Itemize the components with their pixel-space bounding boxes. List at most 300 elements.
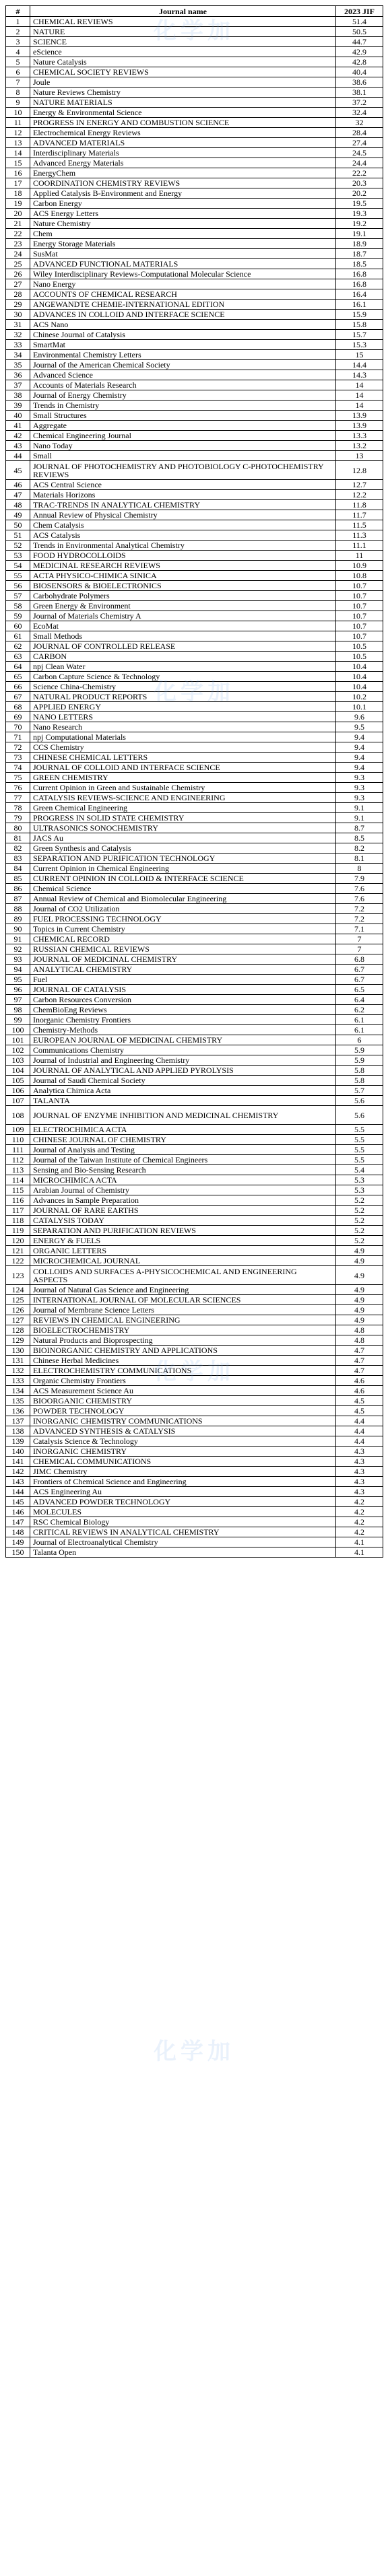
row-jif: 9.4 xyxy=(336,753,383,763)
row-rank: 29 xyxy=(6,300,30,310)
row-rank: 11 xyxy=(6,118,30,128)
row-journal-name: Journal of the American Chemical Society xyxy=(30,360,336,370)
row-journal-name: npj Clean Water xyxy=(30,662,336,672)
row-journal-name: SCIENCE xyxy=(30,37,336,47)
table-row xyxy=(6,47,383,57)
row-rank: 44 xyxy=(6,451,30,461)
row-journal-name: eScience xyxy=(30,47,336,57)
row-jif: 18.7 xyxy=(336,249,383,259)
table-row xyxy=(6,833,383,843)
row-journal-name: Annual Review of Physical Chemistry xyxy=(30,510,336,520)
row-journal-name: ENERGY & FUELS xyxy=(30,1236,336,1246)
row-rank: 46 xyxy=(6,480,30,490)
row-jif: 5.9 xyxy=(336,1045,383,1055)
row-rank: 84 xyxy=(6,864,30,874)
row-jif: 4.8 xyxy=(336,1325,383,1335)
row-jif: 10.1 xyxy=(336,702,383,712)
table-row xyxy=(6,1335,383,1346)
row-rank: 23 xyxy=(6,239,30,249)
row-jif: 4.2 xyxy=(336,1507,383,1517)
row-jif: 4.4 xyxy=(336,1436,383,1447)
row-journal-name: Nature Reviews Chemistry xyxy=(30,88,336,98)
table-row xyxy=(6,1537,383,1547)
table-row xyxy=(6,1025,383,1035)
row-jif: 13.3 xyxy=(336,431,383,441)
row-journal-name: MICROCHEMICAL JOURNAL xyxy=(30,1256,336,1266)
row-jif: 9.1 xyxy=(336,813,383,823)
row-jif: 13.9 xyxy=(336,411,383,421)
table-row xyxy=(6,1507,383,1517)
row-journal-name: Journal of Membrane Science Letters xyxy=(30,1305,336,1315)
table-row xyxy=(6,27,383,37)
row-rank: 8 xyxy=(6,88,30,98)
row-jif: 5.7 xyxy=(336,1086,383,1096)
table-row xyxy=(6,178,383,188)
row-journal-name: TRAC-TRENDS IN ANALYTICAL CHEMISTRY xyxy=(30,500,336,510)
row-jif: 4.5 xyxy=(336,1406,383,1416)
row-jif: 18.9 xyxy=(336,239,383,249)
table-row xyxy=(6,1386,383,1396)
row-jif: 5.9 xyxy=(336,1055,383,1066)
row-jif: 38.1 xyxy=(336,88,383,98)
row-journal-name: CATALYSIS TODAY xyxy=(30,1216,336,1226)
row-jif: 38.6 xyxy=(336,77,383,88)
table-row xyxy=(6,914,383,924)
row-journal-name: Topics in Current Chemistry xyxy=(30,924,336,934)
row-journal-name: ACS Energy Letters xyxy=(30,209,336,219)
row-rank: 132 xyxy=(6,1366,30,1376)
row-rank: 40 xyxy=(6,411,30,421)
row-rank: 85 xyxy=(6,874,30,884)
row-journal-name: FOOD HYDROCOLLOIDS xyxy=(30,551,336,561)
row-journal-name: Wiley Interdisciplinary Reviews-Computational Molecular Science xyxy=(30,269,336,279)
row-rank: 78 xyxy=(6,803,30,813)
table-row xyxy=(6,1145,383,1155)
row-rank: 56 xyxy=(6,581,30,591)
table-row xyxy=(6,985,383,995)
row-jif: 4.9 xyxy=(336,1266,383,1285)
row-jif: 6.2 xyxy=(336,1005,383,1015)
row-journal-name: Journal of Saudi Chemical Society xyxy=(30,1076,336,1086)
row-rank: 67 xyxy=(6,692,30,702)
row-rank: 5 xyxy=(6,57,30,67)
table-row xyxy=(6,641,383,652)
row-jif: 6.1 xyxy=(336,1015,383,1025)
row-jif: 12.2 xyxy=(336,490,383,500)
row-jif: 4.9 xyxy=(336,1295,383,1305)
table-row xyxy=(6,67,383,77)
table-row xyxy=(6,854,383,864)
table-row xyxy=(6,1135,383,1145)
row-rank: 6 xyxy=(6,67,30,77)
row-rank: 95 xyxy=(6,975,30,985)
row-rank: 33 xyxy=(6,340,30,350)
row-journal-name: ACS Engineering Au xyxy=(30,1487,336,1497)
row-jif: 4.3 xyxy=(336,1467,383,1477)
row-journal-name: JOURNAL OF ENZYME INHIBITION AND MEDICINAL CHEMISTRY xyxy=(30,1106,336,1125)
row-jif: 4.3 xyxy=(336,1477,383,1487)
row-jif: 14.3 xyxy=(336,370,383,380)
row-journal-name: Sensing and Bio-Sensing Research xyxy=(30,1165,336,1175)
row-rank: 22 xyxy=(6,229,30,239)
table-row xyxy=(6,490,383,500)
row-journal-name: JOURNAL OF CATALYSIS xyxy=(30,985,336,995)
table-row xyxy=(6,390,383,401)
row-jif: 4.1 xyxy=(336,1547,383,1558)
table-row xyxy=(6,712,383,722)
row-jif: 14 xyxy=(336,390,383,401)
row-journal-name: Applied Catalysis B-Environment and Energy xyxy=(30,188,336,199)
table-row xyxy=(6,813,383,823)
row-journal-name: Natural Products and Bioprospecting xyxy=(30,1335,336,1346)
table-row xyxy=(6,631,383,641)
row-jif: 4.2 xyxy=(336,1527,383,1537)
row-journal-name: JOURNAL OF CONTROLLED RELEASE xyxy=(30,641,336,652)
table-row xyxy=(6,894,383,904)
row-jif: 10.5 xyxy=(336,641,383,652)
row-journal-name: CHEMICAL RECORD xyxy=(30,934,336,944)
row-rank: 117 xyxy=(6,1206,30,1216)
row-rank: 31 xyxy=(6,320,30,330)
row-journal-name: Chinese Journal of Catalysis xyxy=(30,330,336,340)
row-jif: 6.7 xyxy=(336,965,383,975)
table-row xyxy=(6,995,383,1005)
row-jif: 20.3 xyxy=(336,178,383,188)
row-rank: 20 xyxy=(6,209,30,219)
row-jif: 9.6 xyxy=(336,712,383,722)
table-header-row xyxy=(6,6,383,17)
row-jif: 19.5 xyxy=(336,199,383,209)
row-journal-name: CHEMICAL SOCIETY REVIEWS xyxy=(30,67,336,77)
row-journal-name: Journal of Natural Gas Science and Engineering xyxy=(30,1285,336,1295)
row-jif: 4.7 xyxy=(336,1346,383,1356)
row-jif: 10.7 xyxy=(336,621,383,631)
row-rank: 133 xyxy=(6,1376,30,1386)
row-rank: 99 xyxy=(6,1015,30,1025)
row-rank: 150 xyxy=(6,1547,30,1558)
row-jif: 19.2 xyxy=(336,219,383,229)
table-row xyxy=(6,219,383,229)
table-row xyxy=(6,1045,383,1055)
row-rank: 79 xyxy=(6,813,30,823)
table-row xyxy=(6,330,383,340)
table-row xyxy=(6,742,383,753)
journal-jif-table xyxy=(5,5,383,1558)
table-row xyxy=(6,1447,383,1457)
row-journal-name: RUSSIAN CHEMICAL REVIEWS xyxy=(30,944,336,954)
row-journal-name: Aggregate xyxy=(30,421,336,431)
table-row xyxy=(6,401,383,411)
row-jif: 32 xyxy=(336,118,383,128)
journal-table-container xyxy=(5,5,383,1558)
row-journal-name: ADVANCED MATERIALS xyxy=(30,138,336,148)
row-journal-name: Chemistry-Methods xyxy=(30,1025,336,1035)
table-row xyxy=(6,1035,383,1045)
row-journal-name: Talanta Open xyxy=(30,1547,336,1558)
table-row xyxy=(6,1015,383,1025)
row-jif: 16.4 xyxy=(336,289,383,300)
row-rank: 9 xyxy=(6,98,30,108)
row-journal-name: ACTA PHYSICO-CHIMICA SINICA xyxy=(30,571,336,581)
row-jif: 15.8 xyxy=(336,320,383,330)
table-row xyxy=(6,944,383,954)
row-rank: 54 xyxy=(6,561,30,571)
table-row xyxy=(6,561,383,571)
row-rank: 7 xyxy=(6,77,30,88)
row-journal-name: Chem Catalysis xyxy=(30,520,336,530)
row-journal-name: SmartMat xyxy=(30,340,336,350)
row-rank: 39 xyxy=(6,401,30,411)
row-journal-name: ELECTROCHEMISTRY COMMUNICATIONS xyxy=(30,1366,336,1376)
table-row xyxy=(6,1467,383,1477)
row-journal-name: CHEMICAL REVIEWS xyxy=(30,17,336,27)
row-rank: 30 xyxy=(6,310,30,320)
row-rank: 48 xyxy=(6,500,30,510)
row-journal-name: TALANTA xyxy=(30,1096,336,1106)
row-rank: 92 xyxy=(6,944,30,954)
row-journal-name: MOLECULES xyxy=(30,1507,336,1517)
table-body xyxy=(6,17,383,1558)
table-row xyxy=(6,1165,383,1175)
table-row xyxy=(6,500,383,510)
row-rank: 2 xyxy=(6,27,30,37)
row-journal-name: ACS Measurement Science Au xyxy=(30,1386,336,1396)
row-jif: 9.3 xyxy=(336,773,383,783)
table-row xyxy=(6,965,383,975)
table-row xyxy=(6,520,383,530)
table-row xyxy=(6,1416,383,1426)
table-row xyxy=(6,310,383,320)
row-journal-name: Small Structures xyxy=(30,411,336,421)
table-row xyxy=(6,551,383,561)
row-rank: 124 xyxy=(6,1285,30,1295)
table-row xyxy=(6,864,383,874)
row-rank: 50 xyxy=(6,520,30,530)
row-jif: 4.9 xyxy=(336,1315,383,1325)
row-jif: 14.4 xyxy=(336,360,383,370)
table-row xyxy=(6,1005,383,1015)
table-row xyxy=(6,168,383,178)
row-journal-name: Nature Chemistry xyxy=(30,219,336,229)
row-journal-name: Inorganic Chemistry Frontiers xyxy=(30,1015,336,1025)
table-row xyxy=(6,1076,383,1086)
row-journal-name: Joule xyxy=(30,77,336,88)
row-rank: 4 xyxy=(6,47,30,57)
row-jif: 7 xyxy=(336,934,383,944)
row-jif: 9.4 xyxy=(336,742,383,753)
row-journal-name: BIOINORGANIC CHEMISTRY AND APPLICATIONS xyxy=(30,1346,336,1356)
row-rank: 24 xyxy=(6,249,30,259)
row-jif: 5.5 xyxy=(336,1155,383,1165)
table-row xyxy=(6,289,383,300)
row-rank: 137 xyxy=(6,1416,30,1426)
table-row xyxy=(6,421,383,431)
row-rank: 98 xyxy=(6,1005,30,1015)
table-row xyxy=(6,1206,383,1216)
table-row xyxy=(6,411,383,421)
row-rank: 103 xyxy=(6,1055,30,1066)
row-jif: 4.2 xyxy=(336,1497,383,1507)
table-row xyxy=(6,783,383,793)
row-journal-name: JACS Au xyxy=(30,833,336,843)
row-rank: 142 xyxy=(6,1467,30,1477)
row-rank: 149 xyxy=(6,1537,30,1547)
row-rank: 83 xyxy=(6,854,30,864)
row-rank: 35 xyxy=(6,360,30,370)
row-rank: 61 xyxy=(6,631,30,641)
row-jif: 8.5 xyxy=(336,833,383,843)
row-rank: 104 xyxy=(6,1066,30,1076)
row-rank: 110 xyxy=(6,1135,30,1145)
table-row xyxy=(6,924,383,934)
table-row xyxy=(6,621,383,631)
row-jif: 16.8 xyxy=(336,269,383,279)
row-rank: 55 xyxy=(6,571,30,581)
row-jif: 4.3 xyxy=(336,1457,383,1467)
row-rank: 140 xyxy=(6,1447,30,1457)
row-rank: 128 xyxy=(6,1325,30,1335)
row-jif: 42.8 xyxy=(336,57,383,67)
row-jif: 50.5 xyxy=(336,27,383,37)
row-jif: 5.5 xyxy=(336,1125,383,1135)
row-jif: 42.9 xyxy=(336,47,383,57)
row-jif: 5.2 xyxy=(336,1216,383,1226)
row-journal-name: Nano Energy xyxy=(30,279,336,289)
row-journal-name: SusMat xyxy=(30,249,336,259)
row-journal-name: APPLIED ENERGY xyxy=(30,702,336,712)
row-rank: 42 xyxy=(6,431,30,441)
row-journal-name: SEPARATION AND PURIFICATION TECHNOLOGY xyxy=(30,854,336,864)
row-jif: 4.4 xyxy=(336,1426,383,1436)
row-journal-name: Analytica Chimica Acta xyxy=(30,1086,336,1096)
watermark: 化学加 xyxy=(154,18,234,44)
row-journal-name: Journal of the Taiwan Institute of Chemical Engineers xyxy=(30,1155,336,1165)
table-row xyxy=(6,1457,383,1467)
row-rank: 15 xyxy=(6,158,30,168)
row-jif: 4.1 xyxy=(336,1537,383,1547)
row-rank: 26 xyxy=(6,269,30,279)
row-rank: 43 xyxy=(6,441,30,451)
row-jif: 13 xyxy=(336,451,383,461)
table-row xyxy=(6,229,383,239)
table-row xyxy=(6,1426,383,1436)
table-row xyxy=(6,1266,383,1285)
row-journal-name: Small xyxy=(30,451,336,461)
watermark: 化学加 xyxy=(154,678,234,705)
row-jif: 19.1 xyxy=(336,229,383,239)
row-journal-name: CATALYSIS REVIEWS-SCIENCE AND ENGINEERING xyxy=(30,793,336,803)
row-jif: 4.9 xyxy=(336,1285,383,1295)
row-jif: 5.3 xyxy=(336,1175,383,1185)
table-row xyxy=(6,1325,383,1335)
row-journal-name: COLLOIDS AND SURFACES A-PHYSICOCHEMICAL AND ENGINEERING ASPECTS xyxy=(30,1266,336,1285)
row-jif: 10.7 xyxy=(336,611,383,621)
row-journal-name: Journal of Industrial and Engineering Chemistry xyxy=(30,1055,336,1066)
row-journal-name: BIOSENSORS & BIOELECTRONICS xyxy=(30,581,336,591)
table-row xyxy=(6,510,383,520)
row-jif: 19.3 xyxy=(336,209,383,219)
row-jif: 7.2 xyxy=(336,914,383,924)
row-rank: 111 xyxy=(6,1145,30,1155)
table-row xyxy=(6,611,383,621)
table-row xyxy=(6,269,383,279)
row-journal-name: ELECTROCHIMICA ACTA xyxy=(30,1125,336,1135)
row-journal-name: Small Methods xyxy=(30,631,336,641)
row-jif: 4.6 xyxy=(336,1376,383,1386)
row-jif: 18.5 xyxy=(336,259,383,269)
table-row xyxy=(6,541,383,551)
row-jif: 9.4 xyxy=(336,763,383,773)
row-jif: 4.2 xyxy=(336,1517,383,1527)
row-journal-name: Journal of Analysis and Testing xyxy=(30,1145,336,1155)
table-row xyxy=(6,148,383,158)
row-rank: 138 xyxy=(6,1426,30,1436)
row-rank: 145 xyxy=(6,1497,30,1507)
row-rank: 105 xyxy=(6,1076,30,1086)
table-row xyxy=(6,441,383,451)
row-rank: 80 xyxy=(6,823,30,833)
row-jif: 4.6 xyxy=(336,1386,383,1396)
row-journal-name: EUROPEAN JOURNAL OF MEDICINAL CHEMISTRY xyxy=(30,1035,336,1045)
table-row xyxy=(6,803,383,813)
table-row xyxy=(6,320,383,330)
row-jif: 5.5 xyxy=(336,1135,383,1145)
row-journal-name: Interdisciplinary Materials xyxy=(30,148,336,158)
row-rank: 52 xyxy=(6,541,30,551)
row-rank: 115 xyxy=(6,1185,30,1195)
row-rank: 76 xyxy=(6,783,30,793)
row-journal-name: Journal of Electroanalytical Chemistry xyxy=(30,1537,336,1547)
row-jif: 10.7 xyxy=(336,631,383,641)
row-jif: 10.4 xyxy=(336,672,383,682)
row-jif: 10.2 xyxy=(336,692,383,702)
row-journal-name: INTERNATIONAL JOURNAL OF MOLECULAR SCIENCES xyxy=(30,1295,336,1305)
row-rank: 89 xyxy=(6,914,30,924)
table-row xyxy=(6,702,383,712)
row-journal-name: CURRENT OPINION IN COLLOID & INTERFACE SCIENCE xyxy=(30,874,336,884)
row-jif: 7.6 xyxy=(336,884,383,894)
row-journal-name: POWDER TECHNOLOGY xyxy=(30,1406,336,1416)
row-jif: 7.9 xyxy=(336,874,383,884)
row-journal-name: ADVANCED FUNCTIONAL MATERIALS xyxy=(30,259,336,269)
table-row xyxy=(6,1527,383,1537)
row-rank: 66 xyxy=(6,682,30,692)
table-row xyxy=(6,732,383,742)
table-row xyxy=(6,884,383,894)
table-row xyxy=(6,1185,383,1195)
row-journal-name: Communications Chemistry xyxy=(30,1045,336,1055)
row-journal-name: CHINESE JOURNAL OF CHEMISTRY xyxy=(30,1135,336,1145)
row-journal-name: Organic Chemistry Frontiers xyxy=(30,1376,336,1386)
row-rank: 37 xyxy=(6,380,30,390)
table-row xyxy=(6,118,383,128)
row-jif: 6.4 xyxy=(336,995,383,1005)
row-journal-name: BIOELECTROCHEMISTRY xyxy=(30,1325,336,1335)
row-jif: 28.4 xyxy=(336,128,383,138)
row-journal-name: REVIEWS IN CHEMICAL ENGINEERING xyxy=(30,1315,336,1325)
table-row xyxy=(6,158,383,168)
row-journal-name: Current Opinion in Chemical Engineering xyxy=(30,864,336,874)
row-journal-name: COORDINATION CHEMISTRY REVIEWS xyxy=(30,178,336,188)
table-row xyxy=(6,1315,383,1325)
row-journal-name: SEPARATION AND PURIFICATION REVIEWS xyxy=(30,1226,336,1236)
table-row xyxy=(6,37,383,47)
row-journal-name: Chinese Herbal Medicines xyxy=(30,1356,336,1366)
row-rank: 3 xyxy=(6,37,30,47)
row-jif: 7.2 xyxy=(336,904,383,914)
row-rank: 136 xyxy=(6,1406,30,1416)
row-rank: 36 xyxy=(6,370,30,380)
